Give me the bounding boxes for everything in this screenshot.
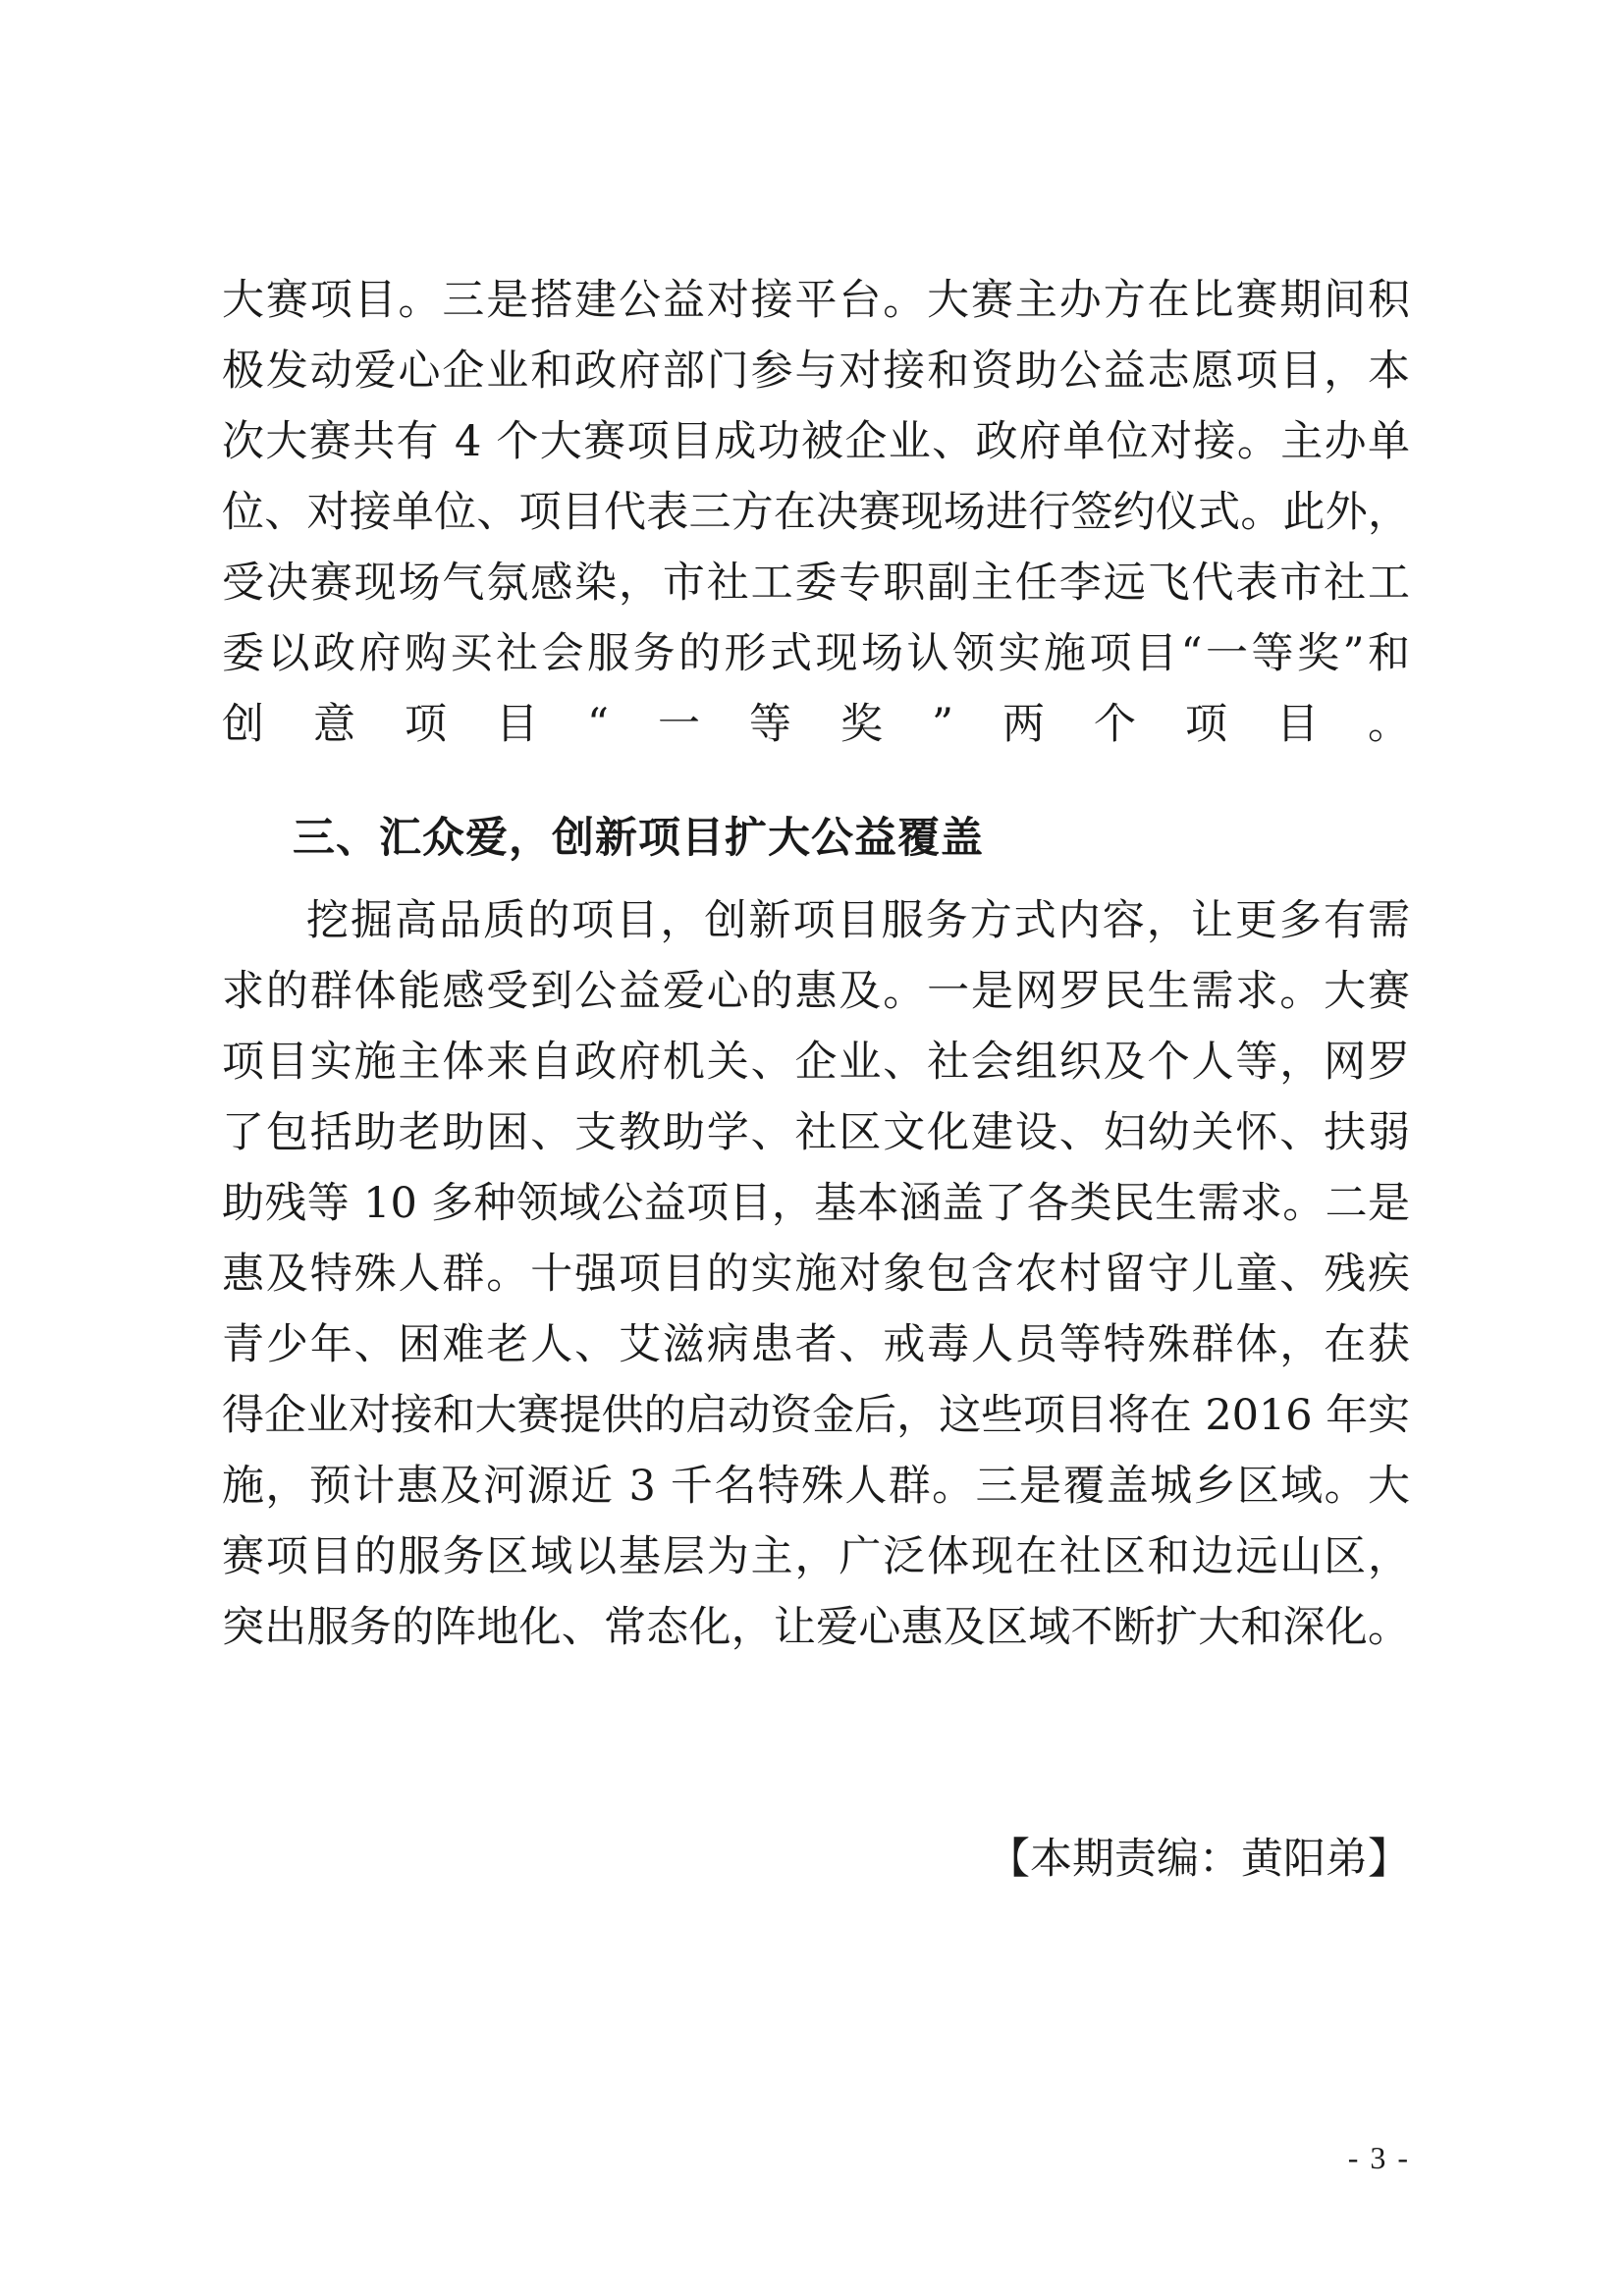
paragraph-contest-platform (222, 265, 1410, 760)
text-line: 创意项目“一等奖”两个项目。 (222, 700, 1410, 749)
text-line: 项目实施主体来自政府机关、企业、社会组织及个人等，网罗 (222, 1038, 1410, 1087)
section-heading: 三、汇众爱，创新项目扩大公益覆盖 (293, 814, 984, 863)
text-line: 挖掘高品质的项目，创新项目服务方式内容，让更多有需 (306, 896, 1410, 945)
text-line: 大赛项目。三是搭建公益对接平台。大赛主办方在比赛期间积 (222, 276, 1410, 325)
text-line: 得企业对接和大赛提供的启动资金后，这些项目将在 2016 年实 (222, 1391, 1410, 1440)
text-line: 委以政府购买社会服务的形式现场认领实施项目“一等奖”和 (222, 629, 1410, 678)
text-line: 青少年、困难老人、艾滋病患者、戒毒人员等特殊群体，在获 (222, 1320, 1410, 1369)
text-line: 极发动爱心企业和政府部门参与对接和资助公益志愿项目，本 (222, 347, 1410, 396)
text-line: 次大赛共有 4 个大赛项目成功被企业、政府单位对接。主办单 (222, 417, 1410, 466)
text-line: 惠及特殊人群。十强项目的实施对象包含农村留守儿童、残疾 (222, 1250, 1410, 1299)
text-line: 求的群体能感受到公益爱心的惠及。一是网罗民生需求。大赛 (222, 967, 1410, 1016)
editor-credit: 【本期责编：黄阳弟】 (988, 1835, 1410, 1884)
text-line: 受决赛现场气氛感染，市社工委专职副主任李远飞代表市社工 (222, 559, 1410, 608)
text-line: 施，预计惠及河源近 3 千名特殊人群。三是覆盖城乡区域。大 (222, 1462, 1410, 1511)
page-number: - 3 - (1347, 2140, 1410, 2175)
text-line: 位、对接单位、项目代表三方在决赛现场进行签约仪式。此外， (222, 488, 1410, 537)
text-line: 了包括助老助困、支教助学、社区文化建设、妇幼关怀、扶弱 (222, 1108, 1410, 1157)
text-line: 赛项目的服务区域以基层为主，广泛体现在社区和边远山区， (222, 1532, 1410, 1581)
text-line: 突出服务的阵地化、常态化，让爱心惠及区域不断扩大和深化。 (222, 1603, 1410, 1652)
text-line: 助残等 10 多种领域公益项目，基本涵盖了各类民生需求。二是 (222, 1179, 1410, 1228)
paragraph-project-coverage (222, 885, 1410, 1663)
